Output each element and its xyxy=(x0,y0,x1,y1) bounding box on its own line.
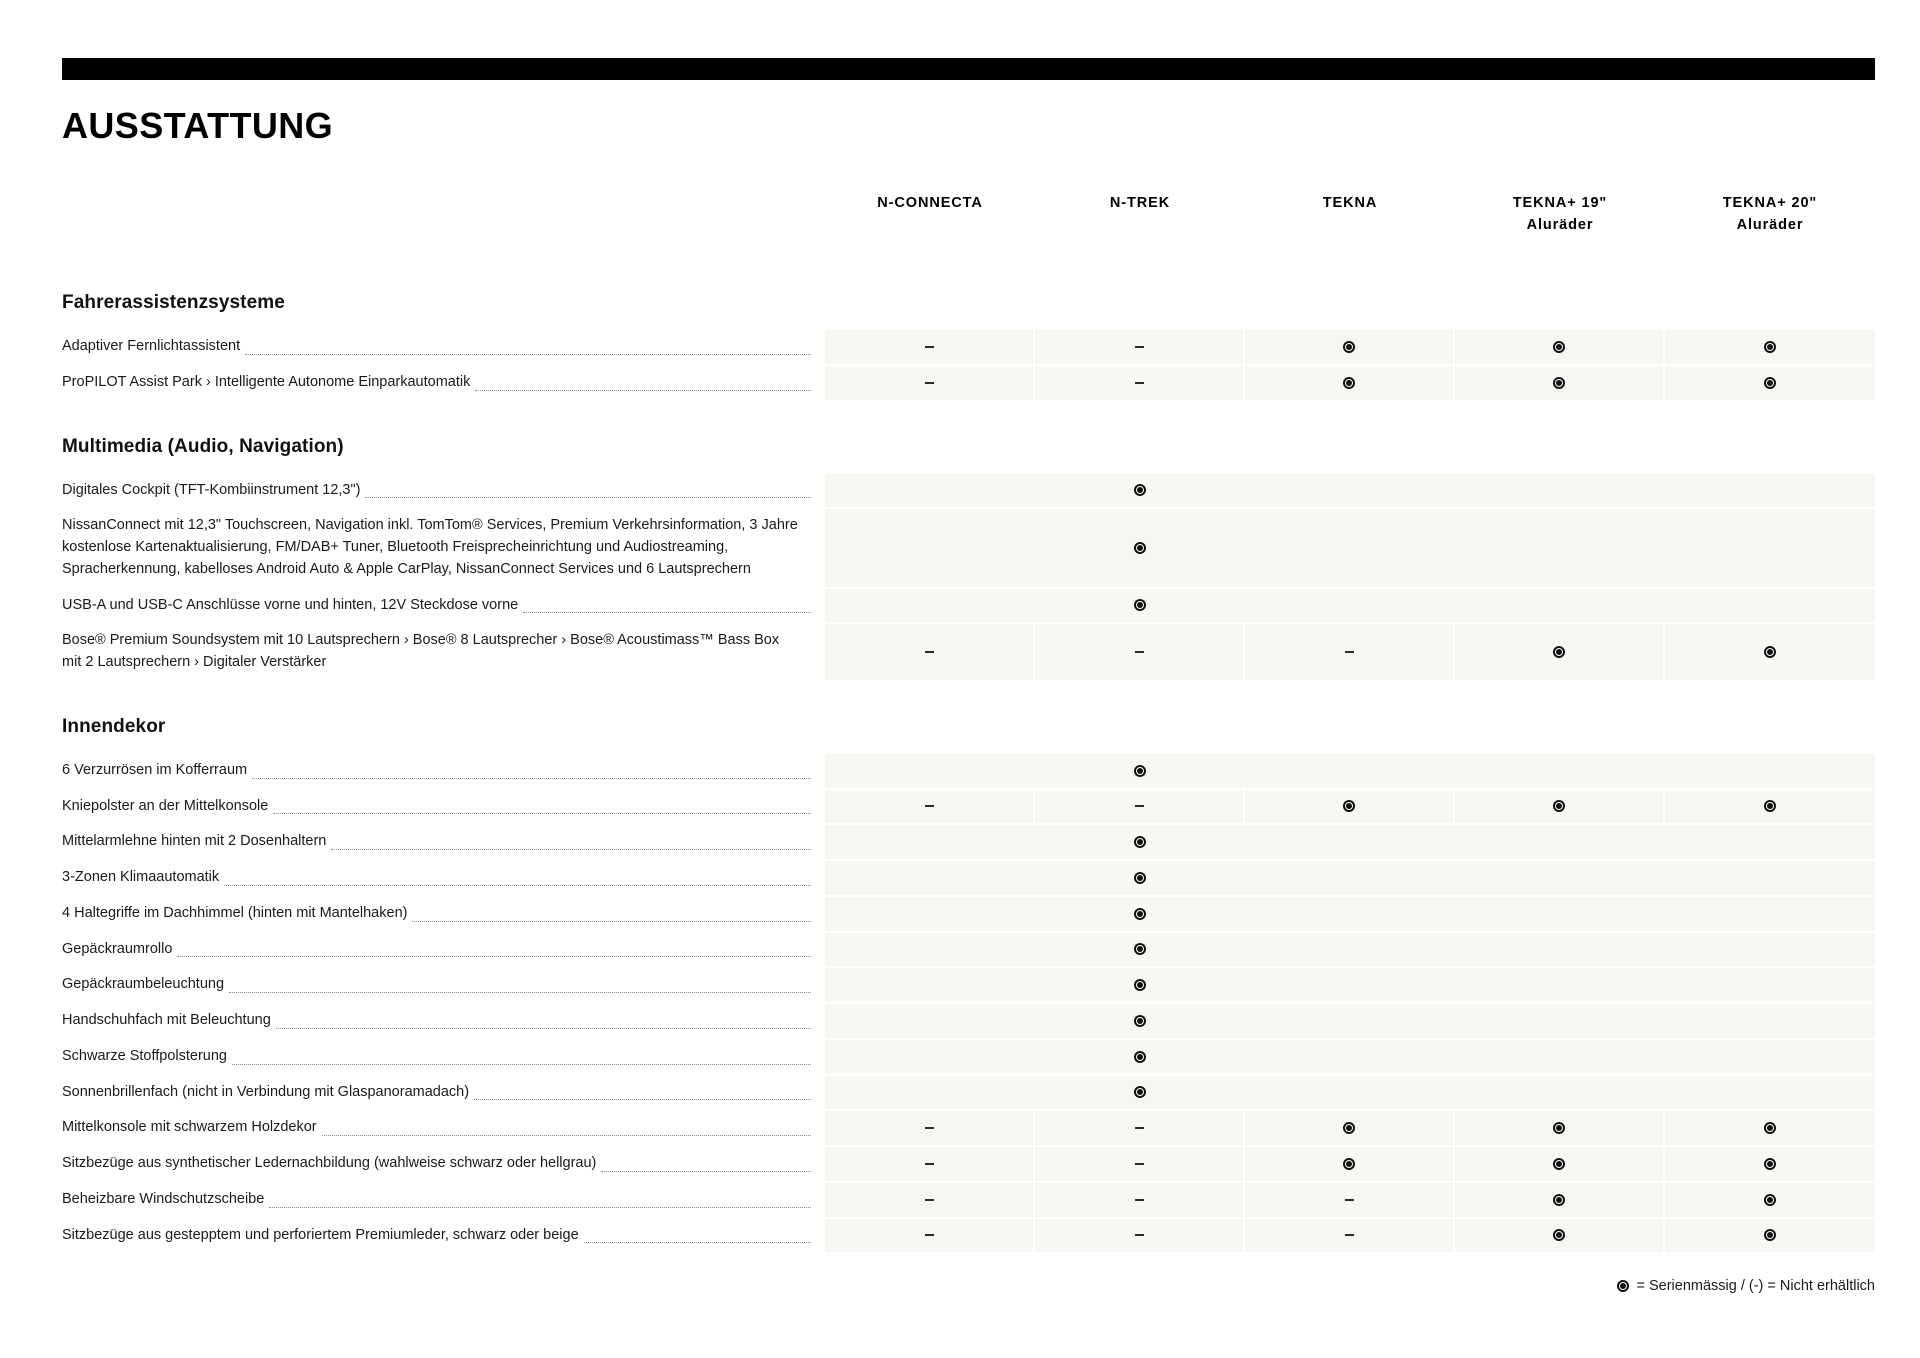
value-cell xyxy=(1035,624,1245,680)
column-header-sublabel: Aluräder xyxy=(1526,217,1594,234)
standard-dot-icon xyxy=(1134,979,1146,991)
leader-dots xyxy=(331,849,811,850)
feature-label: Kniepolster an der Mittelkonsole xyxy=(62,797,269,814)
feature-label: Digitales Cockpit (TFT-Kombiinstrument 12,3") xyxy=(62,481,361,498)
table-row xyxy=(62,474,1875,508)
value-cell xyxy=(1035,1111,1245,1145)
value-cell-span xyxy=(825,754,1875,788)
value-cells xyxy=(825,509,1875,586)
legend xyxy=(1617,1278,1875,1294)
standard-dot-icon xyxy=(1553,1229,1565,1241)
not-available-dash-icon xyxy=(1135,1127,1144,1129)
not-available-dash-icon xyxy=(925,382,934,384)
not-available-dash-icon xyxy=(1135,382,1144,384)
value-cell xyxy=(1665,1111,1875,1145)
column-header-4 xyxy=(1665,188,1875,266)
feature-label-cell xyxy=(62,861,825,895)
column-header-2 xyxy=(1245,188,1455,266)
standard-dot-icon xyxy=(1553,1194,1565,1206)
leader-dots xyxy=(475,390,811,391)
value-cell xyxy=(825,1219,1035,1253)
feature-label: Schwarze Stoffpolsterung xyxy=(62,1047,227,1064)
value-cell xyxy=(1455,624,1665,680)
standard-dot-icon xyxy=(1764,341,1776,353)
not-available-dash-icon xyxy=(1345,1234,1354,1236)
standard-dot-icon xyxy=(1553,1158,1565,1170)
not-available-dash-icon xyxy=(1135,1163,1144,1165)
value-cells xyxy=(825,897,1875,931)
section-heading: Multimedia (Audio, Navigation) xyxy=(62,435,344,457)
feature-label: Handschuhfach mit Beleuchtung xyxy=(62,1012,271,1028)
column-header-1 xyxy=(1035,188,1245,266)
value-cell xyxy=(1245,790,1455,824)
value-cell xyxy=(1245,624,1455,680)
value-cells xyxy=(825,1111,1875,1145)
not-available-dash-icon xyxy=(1345,1199,1354,1201)
standard-dot-icon xyxy=(1134,908,1146,920)
leader-dots xyxy=(177,956,811,957)
section-heading: Innendekor xyxy=(62,715,166,737)
standard-dot-icon xyxy=(1764,1122,1776,1134)
feature-label: Beheizbare Windschutzscheibe xyxy=(62,1190,265,1207)
standard-dot-icon xyxy=(1617,1280,1629,1292)
value-cells xyxy=(825,1040,1875,1074)
not-available-dash-icon xyxy=(925,1234,934,1236)
table-row xyxy=(62,933,1875,967)
column-header-label: TEKNA xyxy=(1322,195,1378,211)
value-cells xyxy=(825,825,1875,859)
column-header-label: N-CONNECTA xyxy=(877,195,983,211)
value-cell-span xyxy=(825,861,1875,895)
value-cell xyxy=(825,624,1035,680)
header-rule xyxy=(62,58,1875,80)
value-cell-span xyxy=(825,825,1875,859)
table-row xyxy=(62,754,1875,788)
column-header-3 xyxy=(1455,188,1665,266)
leader-dots xyxy=(523,612,811,613)
table-row xyxy=(62,624,1875,680)
table-row xyxy=(62,1147,1875,1181)
standard-dot-icon xyxy=(1134,943,1146,955)
feature-label: Sonnenbrillenfach (nicht in Verbindung mit Glaspanoramadach) xyxy=(62,1083,470,1100)
value-cell xyxy=(1035,366,1245,400)
not-available-dash-icon xyxy=(1135,805,1144,807)
feature-label-cell xyxy=(62,968,825,1002)
feature-label-cell xyxy=(62,1004,825,1038)
value-cells xyxy=(825,589,1875,623)
standard-dot-icon xyxy=(1553,377,1565,389)
table-sections xyxy=(62,266,1875,1252)
value-marker-slot xyxy=(825,943,1455,955)
standard-dot-icon xyxy=(1343,1122,1355,1134)
feature-label: Gepäckraumbeleuchtung xyxy=(62,976,225,993)
standard-dot-icon xyxy=(1764,1194,1776,1206)
table-row xyxy=(62,330,1875,364)
standard-dot-icon xyxy=(1343,341,1355,353)
value-cell xyxy=(1455,1183,1665,1217)
feature-label: Mittelarmlehne hinten mit 2 Dosenhaltern xyxy=(62,833,327,850)
standard-dot-icon xyxy=(1764,377,1776,389)
value-cell xyxy=(1245,1147,1455,1181)
leader-dots xyxy=(322,1135,811,1136)
value-cells xyxy=(825,366,1875,400)
not-available-dash-icon xyxy=(925,1199,934,1201)
value-marker-slot xyxy=(825,484,1455,496)
value-cell xyxy=(825,1183,1035,1217)
standard-dot-icon xyxy=(1764,1229,1776,1241)
standard-dot-icon xyxy=(1134,1086,1146,1098)
feature-label: ProPILOT Assist Park › Intelligente Autonome Einparkautomatik xyxy=(62,373,471,390)
not-available-dash-icon xyxy=(1135,651,1144,653)
value-cell-span xyxy=(825,589,1875,623)
value-marker-slot xyxy=(825,765,1455,777)
table-row xyxy=(62,861,1875,895)
value-cells xyxy=(825,968,1875,1002)
value-cell xyxy=(1455,330,1665,364)
value-cell-span xyxy=(825,509,1875,586)
feature-label-cell xyxy=(62,1111,825,1145)
leader-dots xyxy=(269,1207,811,1208)
standard-dot-icon xyxy=(1134,1015,1146,1027)
feature-label-cell xyxy=(62,1219,825,1253)
value-cell xyxy=(1245,1111,1455,1145)
not-available-dash-icon xyxy=(925,805,934,807)
value-cell-span xyxy=(825,1040,1875,1074)
feature-label-cell xyxy=(62,366,825,400)
table-row xyxy=(62,1183,1875,1217)
value-cell xyxy=(1035,1183,1245,1217)
value-cell xyxy=(825,1111,1035,1145)
table-row xyxy=(62,1219,1875,1253)
feature-label: Adaptiver Fernlichtassistent xyxy=(62,338,241,354)
standard-dot-icon xyxy=(1553,1122,1565,1134)
value-cell xyxy=(825,330,1035,364)
feature-label: USB-A und USB-C Anschlüsse vorne und hinten, 12V Steckdose vorne xyxy=(62,596,519,613)
standard-dot-icon xyxy=(1134,542,1146,554)
standard-dot-icon xyxy=(1134,872,1146,884)
leader-dots xyxy=(803,577,811,578)
standard-dot-icon xyxy=(1553,341,1565,353)
value-cell xyxy=(1035,790,1245,824)
value-cells xyxy=(825,330,1875,364)
feature-label: 4 Haltegriffe im Dachhimmel (hinten mit Mantelhaken) xyxy=(62,904,408,921)
value-marker-slot xyxy=(825,836,1455,848)
feature-label-cell xyxy=(62,897,825,931)
not-available-dash-icon xyxy=(1135,1234,1144,1236)
standard-dot-icon xyxy=(1343,800,1355,812)
feature-label: 6 Verzurrösen im Kofferraum xyxy=(62,761,248,778)
standard-dot-icon xyxy=(1764,800,1776,812)
value-cell xyxy=(1035,330,1245,364)
standard-dot-icon xyxy=(1553,800,1565,812)
feature-label-cell xyxy=(62,330,825,364)
standard-dot-icon xyxy=(1764,646,1776,658)
standard-dot-icon xyxy=(1343,1158,1355,1170)
value-cell-span xyxy=(825,933,1875,967)
value-cell xyxy=(1455,790,1665,824)
standard-dot-icon xyxy=(1764,1158,1776,1170)
feature-label: Sitzbezüge aus gestepptem und perforiertem Premiumleder, schwarz oder beige xyxy=(62,1226,579,1243)
value-marker-slot xyxy=(825,908,1455,920)
column-header-label: TEKNA+ 20" xyxy=(1722,195,1818,211)
page-title: AUSSTATTUNG xyxy=(62,105,334,146)
table-row xyxy=(62,509,1875,586)
value-marker-slot xyxy=(825,599,1455,611)
leader-dots xyxy=(273,813,811,814)
value-cells xyxy=(825,1147,1875,1181)
leader-dots xyxy=(252,778,811,779)
value-cell xyxy=(1455,1219,1665,1253)
standard-dot-icon xyxy=(1134,599,1146,611)
standard-dot-icon xyxy=(1134,765,1146,777)
value-cell xyxy=(825,366,1035,400)
feature-label: Bose® Premium Soundsystem mit 10 Lautsprechern › Bose® 8 Lautsprecher › Bose® Acoustimass™ Bass Box mit 2 Lautsprechern › Digitaler Verstärker xyxy=(62,632,780,670)
table-row xyxy=(62,589,1875,623)
feature-label-cell xyxy=(62,1040,825,1074)
leader-dots xyxy=(584,1242,811,1243)
leader-dots xyxy=(276,1028,811,1029)
value-cell xyxy=(1245,330,1455,364)
feature-label-cell xyxy=(62,624,825,680)
value-cells xyxy=(825,790,1875,824)
feature-label-cell xyxy=(62,1147,825,1181)
section-heading: Fahrerassistenzsysteme xyxy=(62,292,285,313)
value-marker-slot xyxy=(825,979,1455,991)
table-header-row xyxy=(62,188,1875,266)
leader-dots xyxy=(229,992,811,993)
value-cells xyxy=(825,474,1875,508)
feature-label-cell xyxy=(62,754,825,788)
value-cell xyxy=(1665,1219,1875,1253)
feature-label-cell xyxy=(62,1183,825,1217)
column-header-label: TEKNA+ 19" xyxy=(1512,195,1608,211)
table-row xyxy=(62,968,1875,1002)
table-row xyxy=(62,825,1875,859)
table-row xyxy=(62,1040,1875,1074)
value-cell xyxy=(1035,1147,1245,1181)
value-marker-slot xyxy=(825,1015,1455,1027)
feature-label: Gepäckraumrollo xyxy=(62,940,173,957)
feature-label-cell xyxy=(62,933,825,967)
column-header-label: N-TREK xyxy=(1109,195,1171,211)
value-cell xyxy=(1665,330,1875,364)
value-cell-span xyxy=(825,474,1875,508)
standard-dot-icon xyxy=(1343,377,1355,389)
feature-label-cell xyxy=(62,509,825,586)
value-cell xyxy=(1245,1219,1455,1253)
table-row xyxy=(62,366,1875,400)
value-cells xyxy=(825,933,1875,967)
value-cell xyxy=(1455,1147,1665,1181)
feature-label-cell xyxy=(62,589,825,623)
standard-dot-icon xyxy=(1553,646,1565,658)
value-cell xyxy=(1665,1183,1875,1217)
table-row xyxy=(62,790,1875,824)
value-cell xyxy=(1665,624,1875,680)
value-cell xyxy=(1455,1111,1665,1145)
value-marker-slot xyxy=(825,872,1455,884)
value-cell xyxy=(1665,366,1875,400)
value-cell xyxy=(825,790,1035,824)
feature-label-cell xyxy=(62,1076,825,1110)
standard-dot-icon xyxy=(1134,836,1146,848)
feature-label: Mittelkonsole mit schwarzem Holzdekor xyxy=(62,1119,317,1136)
not-available-dash-icon xyxy=(925,346,934,348)
column-header-0 xyxy=(825,188,1035,266)
value-cells xyxy=(825,624,1875,680)
column-header-sublabel: Aluräder xyxy=(1736,217,1804,234)
value-marker-slot xyxy=(825,1086,1455,1098)
leader-dots xyxy=(232,1064,811,1065)
leader-dots xyxy=(803,670,811,671)
standard-dot-icon xyxy=(1134,484,1146,496)
not-available-dash-icon xyxy=(1135,1199,1144,1201)
not-available-dash-icon xyxy=(1135,346,1144,348)
value-cell-span xyxy=(825,897,1875,931)
value-cell xyxy=(1035,1219,1245,1253)
value-cell xyxy=(1665,1147,1875,1181)
leader-dots xyxy=(474,1099,811,1100)
value-marker-slot xyxy=(825,542,1455,554)
value-cells xyxy=(825,861,1875,895)
feature-label: NissanConnect mit 12,3" Touchscreen, Navigation inkl. TomTom® Services, Premium Verkehrsinformation, 3 Jahre kostenlose Kartenaktualisierung, FM/DAB+ Tuner, Bluetooth Freisprecheinrichtung und Audiostreaming, Spracherkennung, kabelloses Android Auto & Apple CarPlay, NissanConnect Services und 6 Lautsprechern xyxy=(62,517,798,577)
value-cells xyxy=(825,1219,1875,1253)
value-cells xyxy=(825,754,1875,788)
feature-label: 3-Zonen Klimaautomatik xyxy=(62,869,220,885)
leader-dots xyxy=(245,354,811,355)
leader-dots xyxy=(224,885,811,886)
feature-label: Sitzbezüge aus synthetischer Ledernachbildung (wahlweise schwarz oder hellgrau) xyxy=(62,1155,597,1171)
not-available-dash-icon xyxy=(925,651,934,653)
table-row xyxy=(62,1111,1875,1145)
value-cell-span xyxy=(825,1076,1875,1110)
feature-label-cell xyxy=(62,790,825,824)
value-cell-span xyxy=(825,968,1875,1002)
value-cells xyxy=(825,1076,1875,1110)
value-cells xyxy=(825,1183,1875,1217)
leader-dots xyxy=(412,921,811,922)
not-available-dash-icon xyxy=(1345,651,1354,653)
table-row xyxy=(62,1004,1875,1038)
equipment-table xyxy=(62,188,1875,1254)
leader-dots xyxy=(601,1171,811,1172)
feature-label-cell xyxy=(62,474,825,508)
table-row xyxy=(62,897,1875,931)
legend-text: = Serienmässig / (-) = Nicht erhältlich xyxy=(1636,1278,1875,1294)
table-row xyxy=(62,1076,1875,1110)
standard-dot-icon xyxy=(1134,1051,1146,1063)
value-cell xyxy=(1455,366,1665,400)
header-spacer xyxy=(62,188,825,266)
value-cell-span xyxy=(825,1004,1875,1038)
value-cell xyxy=(1245,366,1455,400)
value-cell xyxy=(1245,1183,1455,1217)
not-available-dash-icon xyxy=(925,1127,934,1129)
not-available-dash-icon xyxy=(925,1163,934,1165)
feature-label-cell xyxy=(62,825,825,859)
value-cell xyxy=(1665,790,1875,824)
value-cells xyxy=(825,1004,1875,1038)
value-marker-slot xyxy=(825,1051,1455,1063)
value-cell xyxy=(825,1147,1035,1181)
leader-dots xyxy=(365,497,811,498)
